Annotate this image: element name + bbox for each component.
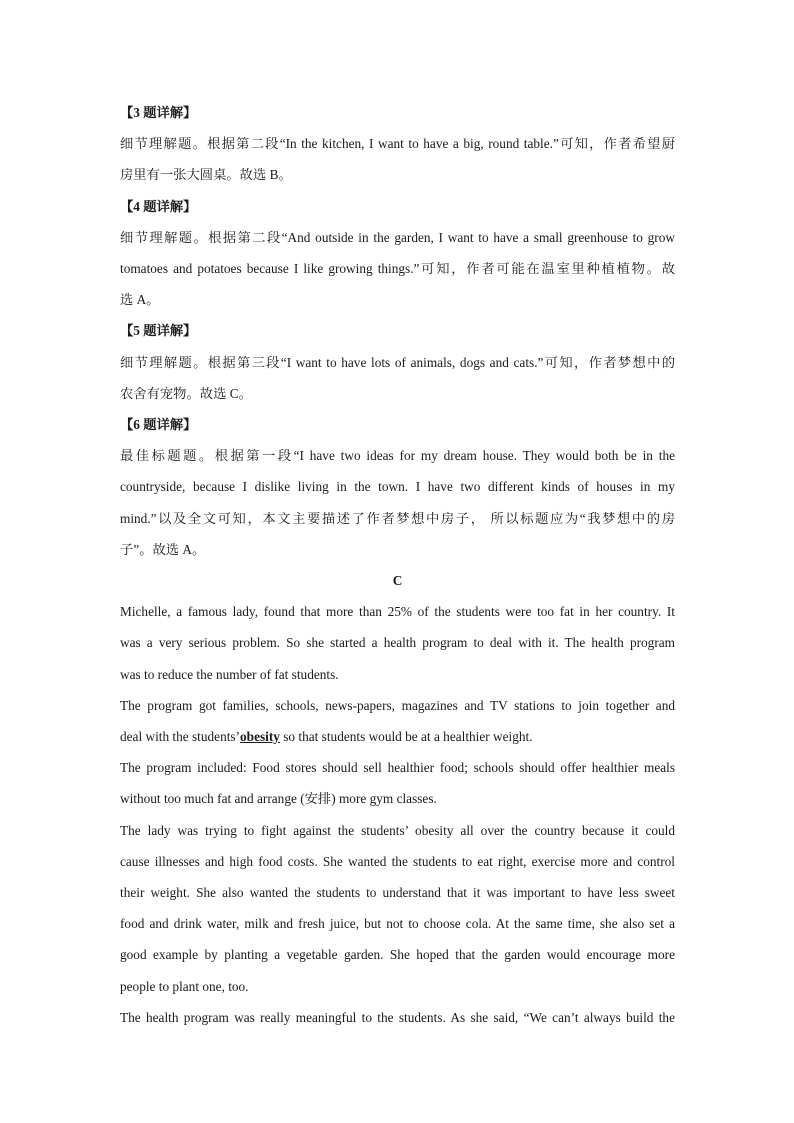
passage-line xyxy=(120,721,675,752)
section-line: 农舍有宠物。故选 C。 xyxy=(120,385,252,401)
key-word-obesity: obesity xyxy=(240,729,280,745)
section-line: tomatoes and potatoes because I like growing things.”可知，作者可能在温室里种植植物。故 xyxy=(120,261,675,277)
section-heading: 【3 题详解】 xyxy=(120,105,197,120)
passage-text: deal with the students’ xyxy=(120,729,241,745)
passage-line: Michelle, a famous lady, found that more than 25% of the students were too fat in her country. It xyxy=(120,604,675,620)
passage-line: without too much fat and arrange (安排) more gym classes. xyxy=(120,791,437,807)
section-line: 细节理解题。根据第三段“I want to have lots of animals, dogs and cats.”可知，作者梦想中的 xyxy=(120,354,675,370)
section-q3 xyxy=(120,97,675,191)
passage-line: The health program was really meaningful to the students. As she said, “We can’t always build the xyxy=(120,1009,675,1025)
section-line: 最佳标题题。根据第一段“I have two ideas for my dream house. They would both be in the xyxy=(120,448,675,464)
passage-paragraph-4 xyxy=(120,815,675,1002)
section-q4 xyxy=(120,191,675,316)
passage-text: so that students would be at a healthier weight. xyxy=(279,729,533,745)
section-line: 细节理解题。根据第二段“And outside in the garden, I want to have a small greenhouse to grow xyxy=(120,229,675,245)
passage-line: The program got families, schools, news-papers, magazines and TV stations to join together and xyxy=(120,697,675,713)
passage-line: food and drink water, milk and fresh juice, but not to choose cola. At the same time, she also set a xyxy=(120,916,675,932)
passage-paragraph-2 xyxy=(120,690,675,752)
passage-line: good example by planting a vegetable garden. She hoped that the garden would encourage more xyxy=(120,947,675,963)
section-heading: 【5 题详解】 xyxy=(120,323,197,339)
section-line: 选 A。 xyxy=(120,292,160,308)
section-line: mind.”以及全文可知，本文主要描述了作者梦想中房子， 所以标题应为“我梦想中的房 xyxy=(120,510,675,526)
passage-paragraph-5 xyxy=(120,1002,675,1033)
section-line: 房里有一张大圆桌。故选 B。 xyxy=(120,167,292,183)
section-heading: 【4 题详解】 xyxy=(120,198,197,214)
passage-line: was to reduce the number of fat students. xyxy=(120,666,339,682)
passage-line: their weight. She also wanted the students to understand that it was important to have less sweet xyxy=(120,885,675,901)
passage-line: people to plant one, too. xyxy=(120,978,249,994)
passage-line: was a very serious problem. So she started a health program to deal with it. The health program xyxy=(120,635,675,651)
passage-paragraph-1 xyxy=(120,596,675,690)
passage-title: C xyxy=(392,573,403,589)
section-heading: 【6 题详解】 xyxy=(120,417,197,433)
section-line: 细节理解题。根据第二段“In the kitchen, I want to have a big, round table.”可知，作者希望厨 xyxy=(120,136,675,152)
passage-line: The program included: Food stores should sell healthier food; schools should offer healthier meals xyxy=(120,760,675,776)
section-q6 xyxy=(120,409,675,565)
passage-paragraph-3 xyxy=(120,752,675,814)
passage-line: The lady was trying to fight against the students’ obesity all over the country because it could xyxy=(120,822,675,838)
section-line: countryside, because I dislike living in the town. I have two different kinds of houses in my xyxy=(120,479,675,495)
passage-line: cause illnesses and high food costs. She wanted the students to eat right, exercise more and control xyxy=(120,853,675,869)
section-line: 子”。故选 A。 xyxy=(120,541,206,557)
section-q5 xyxy=(120,315,675,409)
document-page xyxy=(120,97,675,1033)
